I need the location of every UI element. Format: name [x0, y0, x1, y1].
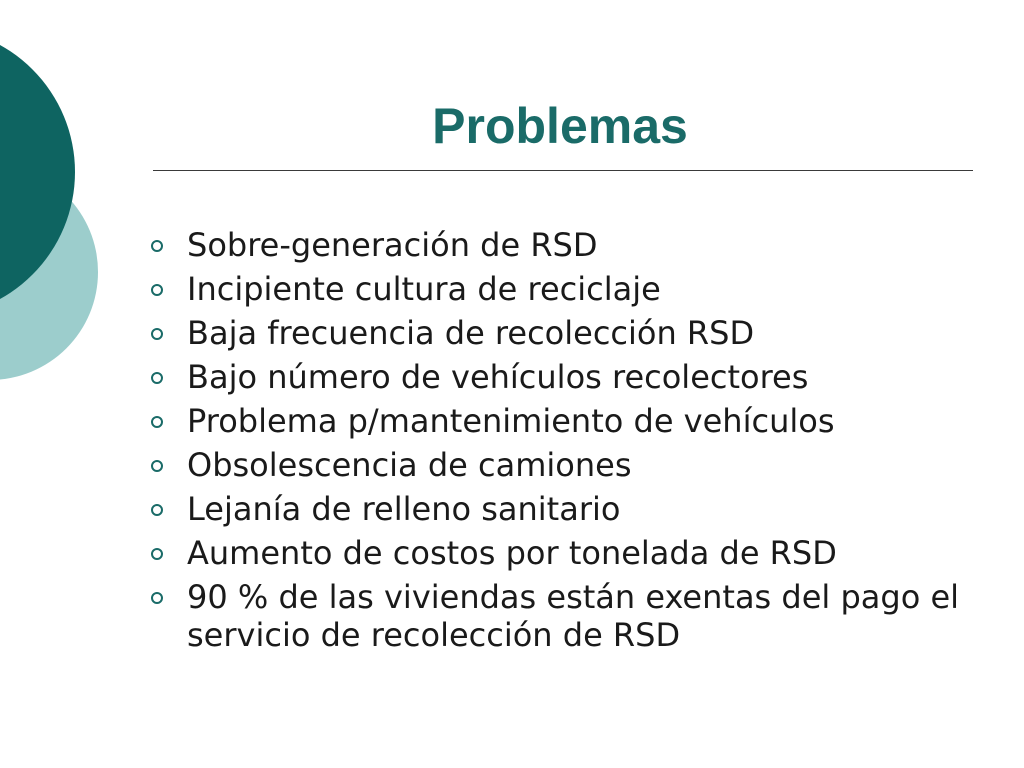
bullet-item	[150, 534, 990, 572]
hollow-circle-icon	[151, 416, 163, 428]
bullet-item	[150, 358, 990, 396]
hollow-circle-icon	[151, 284, 163, 296]
bullet-text: Bajo número de vehículos recolectores	[187, 358, 809, 396]
hollow-circle-icon	[151, 240, 163, 252]
hollow-circle-icon	[151, 548, 163, 560]
bullet-text: Incipiente cultura de reciclaje	[187, 270, 661, 308]
title-divider	[153, 170, 973, 171]
bullet-item	[150, 226, 990, 264]
bullet-item	[150, 314, 990, 352]
bullet-list	[150, 226, 990, 660]
bullet-item	[150, 270, 990, 308]
bullet-item	[150, 402, 990, 440]
bullet-text: Baja frecuencia de recolección RSD	[187, 314, 755, 352]
hollow-circle-icon	[151, 504, 163, 516]
bullet-text: Lejanía de relleno sanitario	[187, 490, 621, 528]
bullet-text: Obsolescencia de camiones	[187, 446, 632, 484]
decorative-circles	[0, 0, 120, 420]
bullet-text: Problema p/mantenimiento de vehículos	[187, 402, 835, 440]
hollow-circle-icon	[151, 328, 163, 340]
bullet-item	[150, 490, 990, 528]
hollow-circle-icon	[151, 460, 163, 472]
bullet-text: 90 % de las viviendas están exentas del pago el servicio de recolección de RSD	[187, 578, 960, 654]
hollow-circle-icon	[151, 592, 163, 604]
bullet-text: Sobre-generación de RSD	[187, 226, 598, 264]
slide-title: Problemas	[432, 98, 688, 154]
bullet-item	[150, 446, 990, 484]
hollow-circle-icon	[151, 372, 163, 384]
bullet-item	[150, 578, 990, 654]
bullet-text: Aumento de costos por tonelada de RSD	[187, 534, 837, 572]
